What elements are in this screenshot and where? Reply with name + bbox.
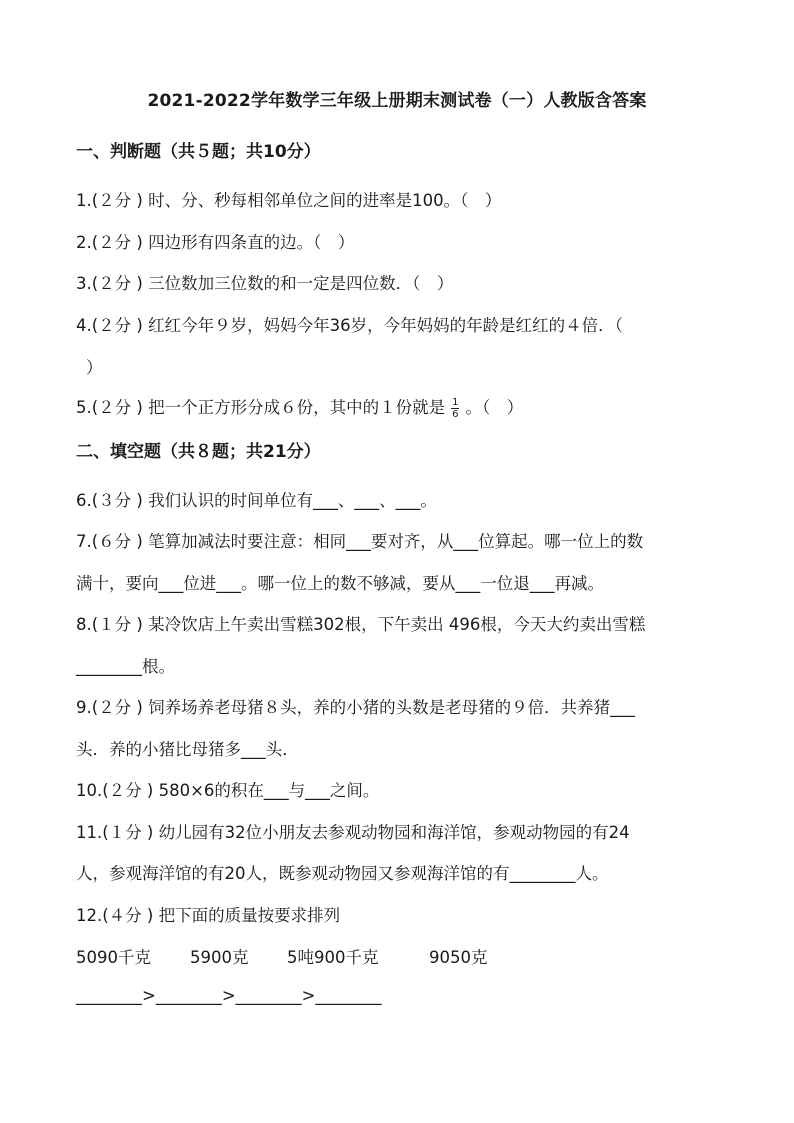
question-8-line-2: ________根。 <box>76 657 175 676</box>
question-11-line-2: 人，参观海洋馆的有20人，既参观动物园又参观海洋馆的有________人。 <box>76 864 609 883</box>
fraction-numerator: 1 <box>452 397 459 408</box>
question-3: 3.(２分 ) 三位数加三位数的和一定是四位数．（ ） <box>76 274 454 293</box>
fraction-one-sixth <box>451 397 459 420</box>
question-4-line-2: ） <box>86 358 103 377</box>
question-8-line-1: 8.(１分 ) 某冷饮店上午卖出雪糕302根，下午卖出 496根，今天大约卖出雪糕 <box>76 615 646 634</box>
question-6: 6.(３分 ) 我们认识的时间单位有___、___、___。 <box>76 491 437 510</box>
question-7-line-1: 7.(６分 ) 笔算加减法时要注意：相同___要对齐，从___位算起。哪一位上的数 <box>76 532 644 551</box>
question-9-line-1: 9.(２分 ) 饲养场养老母猪８头，养的小猪的头数是老母猪的９倍．共养猪___ <box>76 698 635 717</box>
question-10: 10.(２分 ) 580×6的积在___与___之间。 <box>76 781 380 800</box>
question-5-tail: 。（ ） <box>465 398 524 417</box>
question-9-line-2: 头．养的小猪比母猪多___头． <box>76 740 299 759</box>
question-7-line-2: 满十，要向___位进___。哪一位上的数不够减，要从___一位退___再减。 <box>76 574 604 593</box>
question-11-line-1: 11.(１分 ) 幼儿园有32位小朋友去参观动物园和海洋馆，参观动物园的有24 <box>76 823 630 842</box>
section-heading-true-false: 一、判断题（共５题；共10分） <box>76 142 321 162</box>
section-heading-fill-blank: 二、填空题（共８题；共21分） <box>76 442 321 462</box>
fraction-denominator: 6 <box>452 409 459 420</box>
question-1: 1.(２分 ) 时、分、秒每相邻单位之间的进率是100。（ ） <box>76 191 502 210</box>
question-5-text: 5.(２分 ) 把一个正方形分成６份，其中的１份就是 <box>76 398 446 417</box>
page-title: 2021-2022学年数学三年级上册期末测试卷（一）人教版含答案 <box>147 91 647 111</box>
weight-item: 5900克 <box>190 948 249 967</box>
question-4-line-1: 4.(２分 ) 红红今年９岁，妈妈今年36岁，今年妈妈的年龄是红红的４倍．（ <box>76 316 623 335</box>
weight-item: 5吨900千克 <box>287 948 379 967</box>
question-12: 12.(４分 ) 把下面的质量按要求排列 <box>76 906 341 925</box>
weights-list <box>76 944 488 968</box>
weight-item: 9050克 <box>429 948 488 967</box>
weight-item: 5090千克 <box>76 948 151 967</box>
ordering-answer-blanks: ________>________>________>________ <box>76 986 382 1005</box>
question-2: 2.(２分 ) 四边形有四条直的边。（ ） <box>76 233 355 252</box>
question-5 <box>76 394 523 420</box>
